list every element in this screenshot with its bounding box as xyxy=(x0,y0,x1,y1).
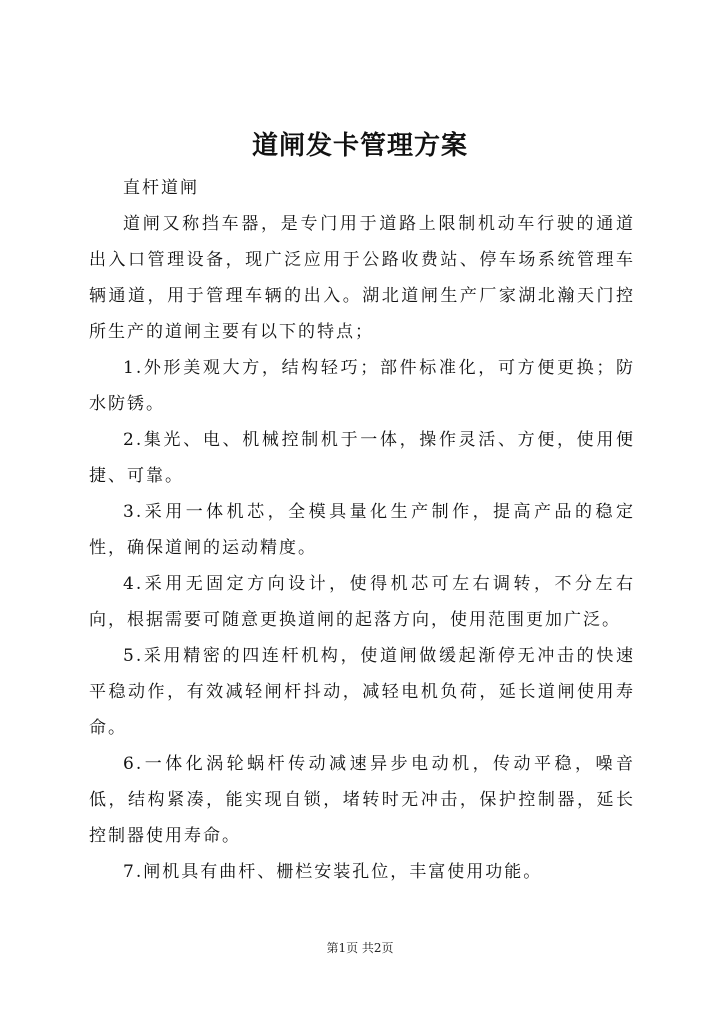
document-title: 道闸发卡管理方案 xyxy=(251,131,468,161)
feature-item-1: 1.外形美观大方，结构轻巧；部件标准化，可方便更换；防水防锈。 xyxy=(89,358,635,414)
intro-paragraph: 道闸又称挡车器，是专门用于道路上限制机动车行驶的通道出入口管理设备，现广泛应用于公路收费站、停车场系统管理车辆通道，用于管理车辆的出入。湖北道闸生产厂家湖北瀚天门控所生产的道闸主要有以下的特点； xyxy=(89,214,635,342)
feature-item-5: 5.采用精密的四连杆机构，使道闸做缓起渐停无冲击的快速平稳动作，有效减轻闸杆抖动，减轻电机负荷，延长道闸使用寿命。 xyxy=(89,646,635,738)
feature-item-7: 7.闸机具有曲杆、栅栏安装孔位，丰富使用功能。 xyxy=(123,862,543,882)
feature-item-4: 4.采用无固定方向设计，使得机芯可左右调转，不分左右向，根据需要可随意更换道闸的起落方向，使用范围更加广泛。 xyxy=(89,574,635,630)
feature-item-6: 6.一体化涡轮蜗杆传动减速异步电动机，传动平稳，噪音低，结构紧凑，能实现自锁，堵转时无冲击，保护控制器，延长控制器使用寿命。 xyxy=(89,754,635,846)
page-number-footer: 第1页 共2页 xyxy=(326,941,394,955)
feature-item-2: 2.集光、电、机械控制机于一体，操作灵活、方便，使用便捷、可靠。 xyxy=(89,430,635,486)
section-heading: 直杆道闸 xyxy=(123,178,199,198)
feature-item-3: 3.采用一体机芯，全模具量化生产制作，提高产品的稳定性，确保道闸的运动精度。 xyxy=(89,502,635,558)
document-body xyxy=(89,170,635,890)
